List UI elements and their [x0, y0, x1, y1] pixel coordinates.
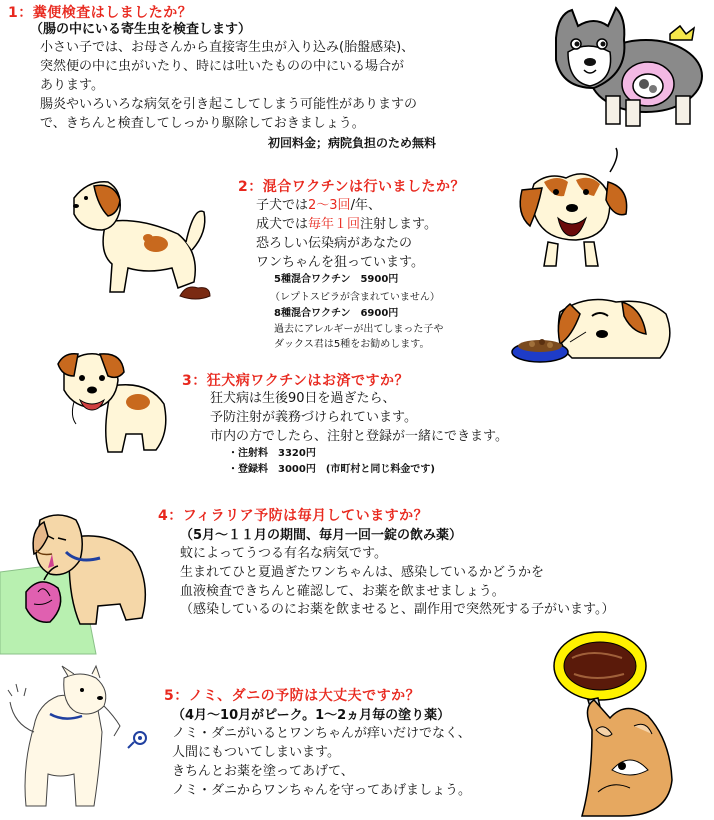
- vaccine5-label: 5種混合ワクチン 5900円: [274, 274, 399, 285]
- section5-line: ノミ・ダニがいるとワンちゃんが痒いだけでなく、: [172, 726, 471, 741]
- section2-line2-suffix: 注射します。: [360, 217, 437, 232]
- section2-puppy-count: 2～3回: [308, 198, 351, 213]
- section4-subheading: （5月～１１月の期間、毎月一回一錠の飲み薬）: [180, 528, 463, 543]
- section1-line: あります。: [40, 78, 104, 93]
- puppy-drooling-illustration: [52, 346, 176, 458]
- vaccine8-label: 8種混合ワクチン 6900円: [274, 308, 399, 319]
- section2-line1-suffix: /年、: [350, 198, 381, 213]
- section4-line: 蚊によってうつる有名な病気です。: [180, 546, 387, 561]
- section5-heading: 5：ノミ、ダニの予防は大丈夫ですか？: [164, 688, 421, 704]
- section1-line: 小さい子では、お母さんから直接寄生虫が入り込み(胎盤感染)、: [40, 40, 415, 55]
- section4-line: 血液検査できちんと確認して、お薬を飲ませましょう。: [180, 584, 505, 599]
- rabies-registration-fee: ・登録料 3000円 (市町村と同じ料金です): [228, 464, 435, 475]
- section4-line: （感染しているのにお薬を飲ませると、副作用で突然死する子がいます。）: [180, 602, 615, 617]
- section5-line: ノミ・ダニからワンちゃんを守ってあげましょう。: [172, 783, 472, 798]
- section1-line: 突然便の中に虫がいたり、時には吐いたものの中にいる場合が: [40, 59, 405, 74]
- section2-line4: ワンちゃんを狙っています。: [256, 255, 424, 270]
- beagle-eating-illustration: [510, 294, 678, 370]
- section3-line: 狂犬病は生後90日を過ぎたら、: [210, 391, 396, 406]
- scratching-dog-illustration: [4, 666, 154, 814]
- section5-line: きちんとお薬を塗ってあげて、: [172, 764, 354, 779]
- section2-line2-text: 成犬では: [256, 217, 309, 232]
- beagle-barking-illustration: [514, 148, 638, 270]
- section2-heading: 2：混合ワクチンは行いましたか？: [238, 179, 466, 195]
- section1-subheading: （腸の中にいる寄生虫を検査します）: [30, 22, 252, 37]
- section1-fee-note: 初回料金；病院負担のため無料: [268, 136, 437, 150]
- section1-line: 腸炎やいろいろな病気を引き起こしてしまう可能性がありますの: [40, 97, 418, 112]
- section4-line: 生まれてひと夏過ぎたワンちゃんは、感染しているかどうかを: [180, 565, 545, 580]
- sick-dog-illustration: [0, 508, 160, 654]
- section5-subheading: （4月～10月がピーク。1～2ヵ月毎の塗り薬）: [172, 708, 451, 723]
- dog-pooping-illustration: [68, 172, 228, 304]
- section5-line: 人間にもついてしまいます。: [172, 745, 340, 760]
- vaccine8-note: 過去にアレルギーが出てしまった子や: [274, 324, 444, 335]
- section1-line: で、きちんと検査してしっかり駆除しておきましょう。: [40, 116, 365, 131]
- vaccine8-note: ダックス君は5種をお勧めします。: [274, 339, 430, 350]
- section2-line1-text: 子犬では: [256, 198, 309, 213]
- section3-line: 予防注射が義務づけられています。: [210, 410, 417, 425]
- section2-line3: 恐ろしい伝染病があなたの: [256, 236, 413, 251]
- flea-magnifier-illustration: [552, 630, 702, 816]
- husky-illustration: [548, 4, 708, 132]
- vaccine5-note: （レプトスピラが含まれていません）: [270, 292, 440, 303]
- section3-line: 市内の方でしたら、注射と登録が一緒にできます。: [210, 429, 508, 444]
- section2-line1: [256, 196, 381, 215]
- section4-heading: 4：フィラリア予防は毎月していますか？: [158, 508, 429, 524]
- rabies-injection-fee: ・注射料 3320円: [228, 448, 316, 459]
- section2-line2: [256, 215, 437, 234]
- section2-adult-count: 毎年１回: [308, 217, 361, 232]
- section3-heading: 3：狂犬病ワクチンはお済ですか？: [182, 373, 410, 389]
- section1-heading: 1：糞便検査はしましたか？: [8, 5, 193, 21]
